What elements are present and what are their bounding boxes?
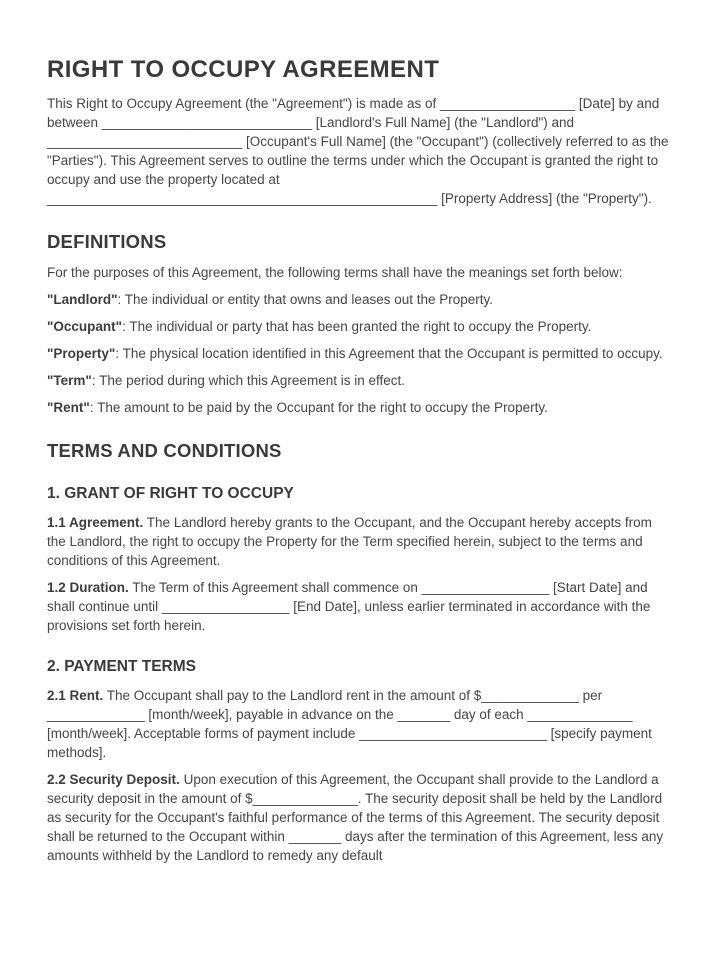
definition-text: : The amount to be paid by the Occupant for the right to occupy the Property. [89,400,548,415]
definition-item-landlord [47,290,673,309]
definition-item-occupant [47,317,673,336]
definitions-heading: DEFINITIONS [47,231,167,252]
intro-paragraph: This Right to Occupy Agreement (the "Agreement") is made as of __________________ [Date] by and between ____________________________ [Landlord's Full Name] (the "Landlord") and __________________________ [Occupant's Full Name] (the "Occupant") (collectively referred to as the "Parties"). This Agreement serves to outline the terms under which the Occupant is granted the right to occupy and use the property located at ____________________________________________________ [Property Address] (the "Property"). [47,96,669,206]
definition-text: : The individual or party that has been granted the right to occupy the Property. [122,319,592,334]
definition-item-property [47,344,673,363]
clause-label: 1.2 Duration. [47,580,129,595]
clause-text: The Occupant shall pay to the Landlord rent in the amount of $_____________ per _____________ [month/week], payable in advance on the _______ day of each ______________ [month/week]. Acceptable forms of payment include _________________________ [specify payment methods]. [47,688,652,760]
definition-term: "Property" [47,346,116,361]
section-2-heading: 2. PAYMENT TERMS [47,658,196,675]
clause-label: 1.1 Agreement. [47,515,144,530]
definition-term: "Landlord" [47,292,118,307]
document-title: RIGHT TO OCCUPY AGREEMENT [47,56,440,83]
definition-term: "Occupant" [47,319,123,334]
definition-text: : The period during which this Agreement is in effect. [91,373,405,388]
definition-text: : The individual or entity that owns and leases out the Property. [117,292,494,307]
clause-1-1 [47,513,673,570]
clause-text: Upon execution of this Agreement, the Occupant shall provide to the Landlord a security deposit in the amount of $______________. The security deposit shall be held by the Landlord as security for the Occupant's faithful performance of the terms of this Agreement. The security deposit shall be returned to the Occupant within _______ days after the termination of this Agreement, less any amounts withheld by the Landlord to remedy any default [47,772,664,863]
definitions-lead: For the purposes of this Agreement, the following terms shall have the meanings set forth below: [47,265,623,280]
clause-1-2 [47,578,673,635]
clause-text: The Term of this Agreement shall commence on _________________ [Start Date] and shall continue until _________________ [End Date], unless earlier terminated in accordance with the provisions set forth herein. [47,580,651,633]
definition-item-rent [47,398,673,417]
clause-2-2 [47,770,673,865]
definition-term: "Rent" [47,400,90,415]
terms-heading: TERMS AND CONDITIONS [47,440,282,461]
clause-label: 2.2 Security Deposit. [47,772,180,787]
definition-item-term [47,371,673,390]
clause-label: 2.1 Rent. [47,688,104,703]
section-1-heading: 1. GRANT OF RIGHT TO OCCUPY [47,485,294,502]
clause-2-1 [47,686,673,762]
clause-text: The Landlord hereby grants to the Occupant, and the Occupant hereby accepts from the Landlord, the right to occupy the Property for the Term specified herein, subject to the terms and conditions of this Agreement. [47,515,652,568]
definition-term: "Term" [47,373,92,388]
definition-text: : The physical location identified in this Agreement that the Occupant is permitted to occupy. [115,346,663,361]
